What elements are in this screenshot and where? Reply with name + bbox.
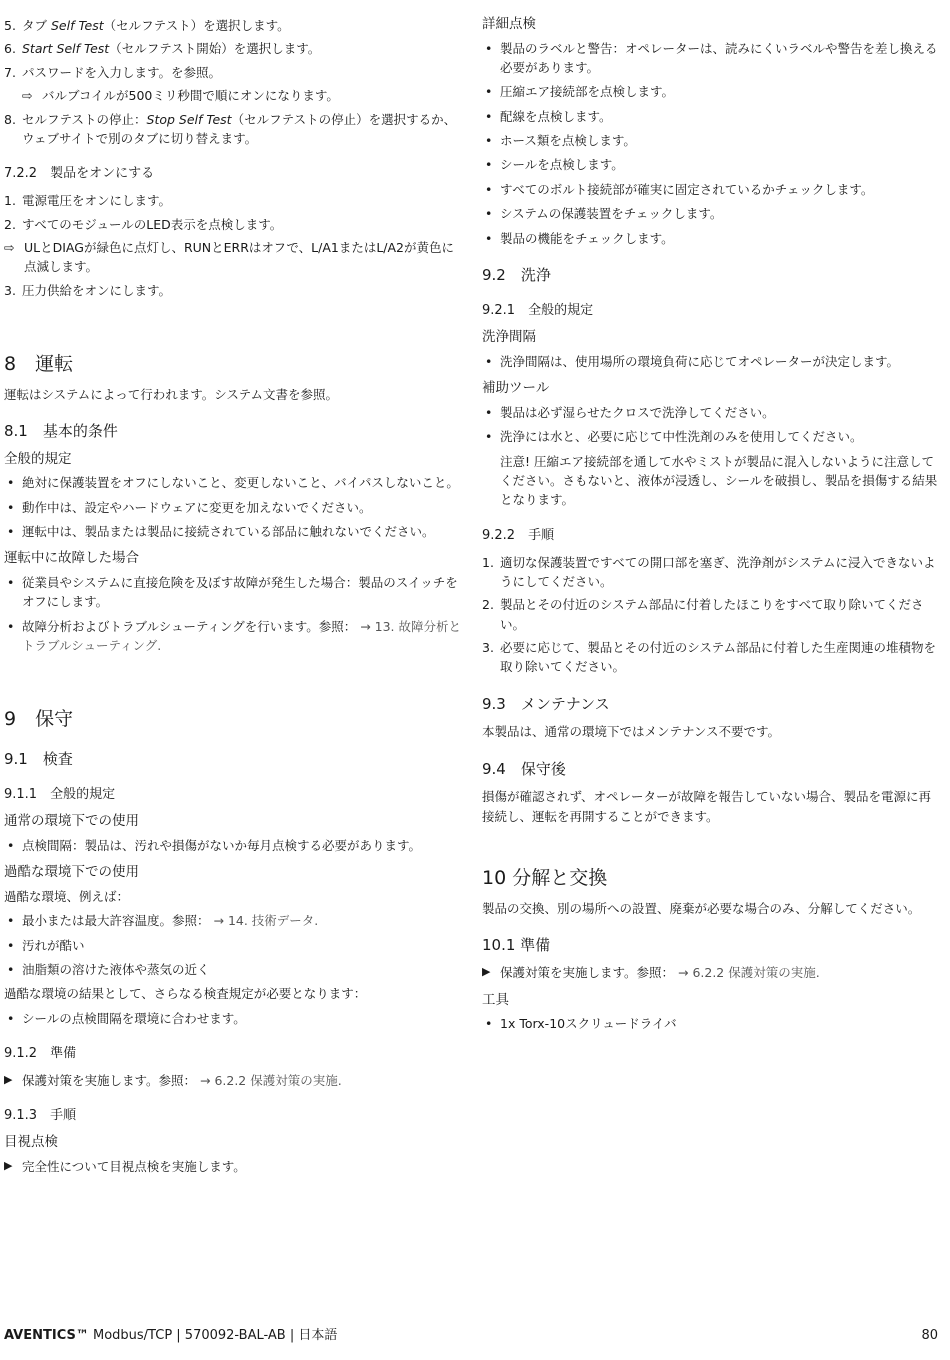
general-rules-heading: 全般的規定 — [4, 450, 72, 467]
list-item: • 配線を点検します。 — [482, 107, 938, 126]
heading-9-2: 9.2 洗浄 — [482, 265, 551, 284]
step-7: 7. パスワードを入力します。を参照。 — [4, 64, 222, 80]
action-item: ▶ 保護対策を実施します。参照： → 6.2.2 保護対策の実施. — [482, 965, 820, 981]
cleaning-step-3: 3. 必要に応じて、製品とその付近のシステム部品に付着した生産関連の堆積物を取り除いてください。 — [482, 640, 937, 675]
list-item: • 運転中は、製品または製品に接続されている部品に触れないでください。 — [4, 522, 462, 541]
action-triangle-icon: ▶ — [4, 1072, 13, 1086]
page-number: 80 — [921, 1328, 938, 1343]
heading-8-1: 8.1 基本的条件 — [4, 422, 118, 441]
result-arrow-icon: ⇨ — [4, 239, 15, 255]
harsh-env-result: 過酷な環境の結果として、さらなる検査規定が必要となります： — [4, 986, 367, 1002]
page-footer — [4, 1326, 938, 1346]
step-2-led: 2. すべてのモジュールのLED表示を点検します。 — [4, 216, 283, 232]
visual-inspection-heading: 目視点検 — [4, 1134, 58, 1151]
heading-7-2-2: 7.2.2 製品をオンにする — [4, 166, 155, 182]
after-maintenance-text: 損傷が確認されず、オペレーターが故障を報告していない場合、製品を電源に再接続し、運転を再開することができます。 — [482, 789, 932, 824]
heading-9-1: 9.1 検査 — [4, 749, 73, 768]
step-7-result: ⇨ バルブコイルが500ミリ秒間で順にオンになります。 — [22, 86, 462, 105]
heading-10-1: 10.1 準備 — [482, 935, 551, 954]
list-item: • システムの保護装置をチェックします。 — [482, 204, 938, 223]
list-item: • シールの点検間隔を環境に合わせます。 — [4, 1009, 462, 1028]
cross-reference-link[interactable]: → 14. 技術データ. — [213, 913, 319, 929]
list-item: • 洗浄には水と、必要に応じて中性洗剤のみを使用してください。 — [482, 427, 938, 446]
heading-9-2-2: 9.2.2 手順 — [482, 527, 555, 543]
step-1-power: 1. 電源電圧をオンにします。 — [4, 193, 172, 209]
heading-9-1-3: 9.1.3 手順 — [4, 1108, 77, 1124]
left-column — [4, 16, 462, 1180]
list-item: • 製品の機能をチェックします。 — [482, 229, 938, 248]
result-arrow-icon: ⇨ — [22, 88, 33, 104]
list-item: • 油脂類の溶けた液体や蒸気の近く — [4, 960, 462, 979]
operation-intro: 運転はシステムによって行われます。システム文書を参照。 — [4, 386, 339, 402]
cleaning-step-2: 2. 製品とその付近のシステム部品に付着したほこりをすべて取り除いてください。 — [482, 597, 924, 632]
list-item: • 動作中は、設定やハードウェアに変更を加えないでください。 — [4, 498, 462, 517]
heading-9-2-1: 9.2.1 全般的規定 — [482, 303, 594, 319]
disassembly-intro: 製品の交換、別の場所への設置、廃棄が必要な場合のみ、分解してください。 — [482, 900, 921, 916]
caution-note: 注意! 圧縮エア接続部を通して水やミストが製品に混入しないように注意してください。さもないと、液体が浸透し、シールを破損し、製品を損傷する結果となります。 — [500, 453, 938, 508]
list-item: • 洗浄間隔は、使用場所の環境負荷に応じてオペレーターが決定します。 — [482, 352, 938, 371]
tools-heading: 工具 — [482, 991, 509, 1008]
list-item: • 1x Torx-10スクリュードライバ — [482, 1014, 938, 1033]
maintenance-text: 本製品は、通常の環境下ではメンテナンス不要です。 — [482, 724, 781, 740]
list-item: • 点検間隔：製品は、汚れや損傷がないか毎月点検する必要があります。 — [4, 836, 462, 855]
heading-9: 9 保守 — [4, 708, 74, 731]
step-8: 8. セルフテストの停止：Stop Self Test（セルフテストの停止）を選択するか、ウェブサイトで別のタブに切り替えます。 — [4, 111, 457, 146]
action-item: ▶ 保護対策を実施します。参照： → 6.2.2 保護対策の実施. — [4, 1072, 342, 1088]
action-triangle-icon: ▶ — [482, 965, 491, 979]
step-5: 5. タブ Self Test（セルフテスト）を選択します。 — [4, 18, 290, 33]
step-3-pressure: 3. 圧力供給をオンにします。 — [4, 282, 172, 298]
cleaning-step-1: 1. 適切な保護装置ですべての開口部を塞ぎ、洗浄剤がシステムに浸入できないようにしてください。 — [482, 554, 936, 589]
list-item: • 製品は必ず湿らせたクロスで洗浄してください。 — [482, 403, 938, 422]
list-item: • 圧縮エア接続部を点検します。 — [482, 82, 938, 101]
fault-heading: 運転中に故障した場合 — [4, 550, 139, 567]
cross-reference-link[interactable]: → 13. 故障分析とトラブルシューティング. — [22, 618, 461, 653]
normal-env-heading: 通常の環境下での使用 — [4, 813, 139, 830]
document-info: Modbus/TCP | 570092-BAL-AB | 日本語 — [88, 1328, 338, 1343]
heading-9-1-2: 9.1.2 準備 — [4, 1046, 77, 1062]
list-item: • 汚れが酷い — [4, 936, 462, 955]
cleaning-interval-heading: 洗浄間隔 — [482, 329, 536, 346]
cross-reference-link[interactable]: → 6.2.2 保護対策の実施. — [200, 1072, 342, 1088]
cross-reference-link[interactable]: → 6.2.2 保護対策の実施. — [678, 965, 820, 981]
list-item: • すべてのボルト接続部が確実に固定されているかチェックします。 — [482, 180, 938, 199]
heading-9-3: 9.3 メンテナンス — [482, 694, 610, 713]
step-6: 6. Start Self Test（セルフテスト開始）を選択します。 — [4, 41, 321, 57]
action-triangle-icon: ▶ — [4, 1158, 13, 1172]
list-item: • 故障分析およびトラブルシューティングを行います。参照： → 13. 故障分析とトラブルシューティング. — [4, 617, 462, 656]
list-item: • シールを点検します。 — [482, 155, 938, 174]
harsh-env-intro: 過酷な環境、例えば： — [4, 888, 130, 904]
list-item: • 絶対に保護装置をオフにしないこと、変更しないこと、バイパスしないこと。 — [4, 473, 462, 492]
harsh-env-heading: 過酷な環境下での使用 — [4, 864, 139, 881]
brand-name: AVENTICS™ — [4, 1328, 89, 1343]
list-item: • 最小または最大許容温度。参照： → 14. 技術データ. — [4, 911, 462, 930]
heading-9-4: 9.4 保守後 — [482, 759, 566, 778]
right-column — [482, 16, 938, 1039]
heading-10: 10 分解と交換 — [482, 866, 608, 889]
action-item: ▶ 完全性について目視点検を実施します。 — [4, 1158, 246, 1174]
led-result: ⇨ ULとDIAGが緑色に点灯し、RUNとERRはオフで、L/A1またはL/A2が黄色に点滅します。 — [4, 239, 455, 275]
heading-9-1-1: 9.1.1 全般的規定 — [4, 787, 116, 803]
detail-inspection-heading: 詳細点検 — [482, 16, 536, 32]
heading-8: 8 運転 — [4, 353, 74, 376]
aux-tools-heading: 補助ツール — [482, 380, 550, 397]
list-item: • ホース類を点検します。 — [482, 131, 938, 150]
list-item: • 製品のラベルと警告：オペレーターは、読みにくいラベルや警告を差し換える必要があります。 — [482, 39, 938, 78]
list-item: • 従業員やシステムに直接危険を及ぼす故障が発生した場合：製品のスイッチをオフにします。 — [4, 573, 462, 612]
